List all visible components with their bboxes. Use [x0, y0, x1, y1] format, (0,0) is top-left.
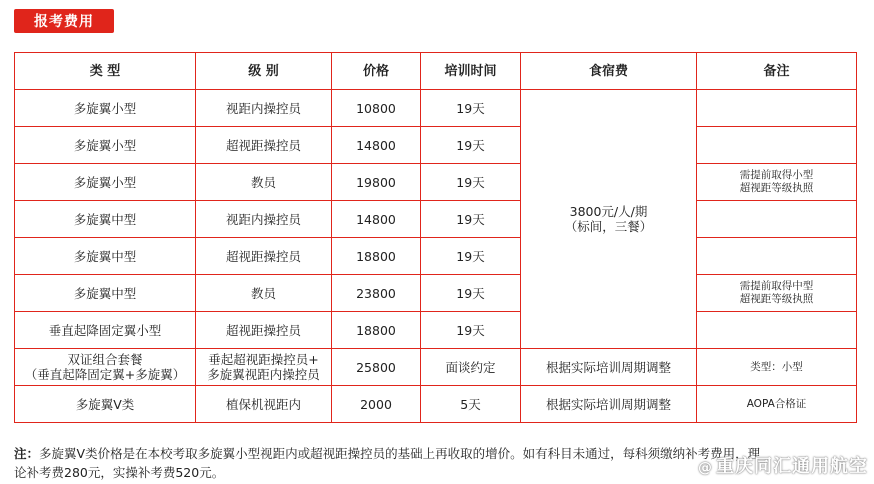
level-line-2: 多旋翼视距内操控员	[207, 367, 320, 382]
cell-duration: 5天	[421, 386, 521, 423]
cell-duration: 19天	[421, 312, 521, 349]
cell-remark	[697, 275, 857, 312]
table-row	[15, 275, 857, 312]
footnote-text-2: 论补考费280元，实操补考费520元。	[14, 465, 225, 480]
cell-remark	[697, 201, 857, 238]
header-board: 食宿费	[521, 53, 697, 90]
watermark	[698, 452, 868, 478]
cell-type: 多旋翼中型	[15, 201, 196, 238]
cell-type: 多旋翼中型	[15, 238, 196, 275]
cell-level: 超视距操控员	[196, 312, 332, 349]
table-row	[15, 312, 857, 349]
header-type: 类 型	[15, 53, 196, 90]
table-row	[15, 127, 857, 164]
table-row	[15, 201, 857, 238]
cell-duration: 19天	[421, 127, 521, 164]
watermark-text: 重庆同汇通用航空	[716, 456, 868, 477]
cell-duration: 19天	[421, 275, 521, 312]
cell-price: 23800	[332, 275, 421, 312]
table-header-row	[15, 53, 857, 90]
remark-line-2: 超视距等级执照	[739, 182, 814, 194]
header-price: 价格	[332, 53, 421, 90]
cell-level: 视距内操控员	[196, 90, 332, 127]
watermark-at-icon: @	[698, 460, 713, 476]
cell-type	[15, 349, 196, 386]
cell-board: 根据实际培训周期调整	[521, 386, 697, 423]
section-title: 报考费用	[14, 9, 114, 33]
cell-price: 14800	[332, 201, 421, 238]
table-row	[15, 386, 857, 423]
cell-type: 多旋翼小型	[15, 164, 196, 201]
cell-remark: 类型：小型	[697, 349, 857, 386]
cell-price: 2000	[332, 386, 421, 423]
cell-board-merged	[521, 90, 697, 349]
fee-table	[14, 52, 857, 423]
header-duration: 培训时间	[421, 53, 521, 90]
cell-price: 19800	[332, 164, 421, 201]
remark-line-2: 超视距等级执照	[739, 293, 814, 305]
header-remark: 备注	[697, 53, 857, 90]
cell-duration: 19天	[421, 238, 521, 275]
cell-remark	[697, 164, 857, 201]
cell-price: 18800	[332, 238, 421, 275]
cell-remark	[697, 90, 857, 127]
board-line-1: 3800元/人/期	[569, 204, 648, 219]
cell-duration: 19天	[421, 164, 521, 201]
cell-price: 25800	[332, 349, 421, 386]
cell-level: 超视距操控员	[196, 238, 332, 275]
cell-level: 植保机视距内	[196, 386, 332, 423]
cell-level: 教员	[196, 164, 332, 201]
remark-line-1: 需提前取得小型	[739, 169, 814, 181]
type-line-2: （垂直起降固定翼+多旋翼）	[24, 367, 186, 382]
footnote-label: 注：	[14, 446, 40, 461]
cell-type: 多旋翼中型	[15, 275, 196, 312]
cell-level: 超视距操控员	[196, 127, 332, 164]
cell-type: 垂直起降固定翼小型	[15, 312, 196, 349]
cell-level: 教员	[196, 275, 332, 312]
table-row	[15, 90, 857, 127]
cell-duration: 19天	[421, 201, 521, 238]
board-line-2: （标间，三餐）	[564, 219, 653, 234]
cell-level: 视距内操控员	[196, 201, 332, 238]
cell-type: 多旋翼小型	[15, 127, 196, 164]
cell-duration: 19天	[421, 90, 521, 127]
table-row	[15, 164, 857, 201]
cell-level	[196, 349, 332, 386]
cell-remark	[697, 238, 857, 275]
cell-price: 10800	[332, 90, 421, 127]
cell-type: 多旋翼小型	[15, 90, 196, 127]
cell-price: 18800	[332, 312, 421, 349]
type-line-1: 双证组合套餐	[67, 352, 143, 367]
cell-remark	[697, 312, 857, 349]
table-row	[15, 238, 857, 275]
cell-remark: AOPA合格证	[697, 386, 857, 423]
cell-remark	[697, 127, 857, 164]
level-line-1: 垂起超视距操控员+	[208, 352, 319, 367]
cell-duration: 面谈约定	[421, 349, 521, 386]
footnote-text: 多旋翼V类价格是在本校考取多旋翼小型视距内或超视距操控员的基础上再收取的增价。如有科目未通过，每科须缴纳补考费用，理	[39, 446, 761, 461]
cell-board: 根据实际培训周期调整	[521, 349, 697, 386]
remark-line-1: 需提前取得中型	[739, 280, 814, 292]
table-row	[15, 349, 857, 386]
cell-price: 14800	[332, 127, 421, 164]
header-level: 级 别	[196, 53, 332, 90]
cell-type: 多旋翼V类	[15, 386, 196, 423]
